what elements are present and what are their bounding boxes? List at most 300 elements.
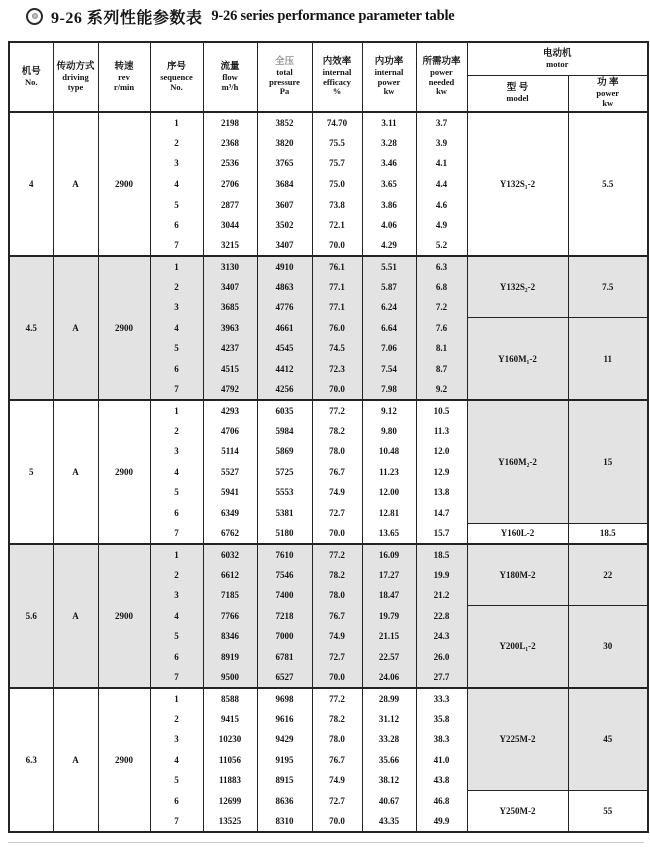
table-row — [9, 400, 648, 421]
cell-flow: 2706 — [203, 174, 257, 195]
cell-power-needed: 3.9 — [416, 133, 467, 154]
cell-pressure: 5869 — [257, 441, 312, 462]
cell-power-needed: 4.1 — [416, 153, 467, 174]
cell-efficacy: 77.1 — [312, 297, 362, 318]
cell-efficacy: 72.7 — [312, 647, 362, 668]
cell-power-needed: 15.7 — [416, 523, 467, 544]
cell-efficacy: 76.1 — [312, 256, 362, 277]
cell-sequence: 1 — [150, 688, 203, 709]
cell-fan-no: 5 — [9, 400, 53, 544]
motor-model-cell: Y160M₁-2 — [467, 318, 568, 400]
header-internal-efficacy — [312, 42, 362, 112]
cell-pressure: 4910 — [257, 256, 312, 277]
cell-power-needed: 41.0 — [416, 749, 467, 770]
cell-efficacy: 76.7 — [312, 462, 362, 483]
header-motor-power — [568, 75, 648, 112]
cell-fan-no: 6.3 — [9, 688, 53, 832]
header-internal-power-line: power — [377, 76, 401, 87]
cell-flow: 2877 — [203, 194, 257, 215]
cell-sequence: 3 — [150, 585, 203, 606]
cell-efficacy: 78.2 — [312, 420, 362, 441]
cell-efficacy: 78.0 — [312, 585, 362, 606]
cell-pressure: 3852 — [257, 112, 312, 133]
cell-flow: 6032 — [203, 544, 257, 565]
cell-sequence: 7 — [150, 379, 203, 400]
cell-power-needed: 21.2 — [416, 585, 467, 606]
cell-sequence: 5 — [150, 626, 203, 647]
cell-sequence: 5 — [150, 338, 203, 359]
cell-pressure: 4412 — [257, 359, 312, 380]
cell-internal-power: 21.15 — [362, 626, 416, 647]
param-table — [8, 41, 649, 833]
page-title-en: 9-26 series performance parameter table — [211, 7, 455, 24]
fan-block-4 — [9, 112, 648, 256]
cell-internal-power: 7.06 — [362, 338, 416, 359]
cell-internal-power: 7.98 — [362, 379, 416, 400]
cell-internal-power: 9.80 — [362, 420, 416, 441]
cell-power-needed: 18.5 — [416, 544, 467, 565]
cell-pressure: 9616 — [257, 708, 312, 729]
cell-flow: 4293 — [203, 400, 257, 421]
motor-power-cell: 45 — [568, 688, 648, 791]
header-total-pressure-line: 全压 — [274, 57, 294, 68]
cell-flow: 7766 — [203, 606, 257, 627]
cell-internal-power: 12.81 — [362, 503, 416, 524]
cell-pressure: 5381 — [257, 503, 312, 524]
cell-flow: 12699 — [203, 791, 257, 812]
cell-sequence: 5 — [150, 194, 203, 215]
cell-internal-power: 38.12 — [362, 770, 416, 791]
cell-efficacy: 78.2 — [312, 564, 362, 585]
cell-pressure: 5725 — [257, 462, 312, 483]
cell-pressure: 4863 — [257, 277, 312, 298]
fan-block-6.3 — [9, 688, 648, 832]
header-motor-model-line: 型 号 — [506, 83, 529, 93]
cell-internal-power: 4.29 — [362, 235, 416, 256]
cell-sequence: 4 — [150, 318, 203, 339]
motor-power-cell: 7.5 — [568, 256, 648, 318]
cell-efficacy: 77.2 — [312, 544, 362, 565]
cell-flow: 5114 — [203, 441, 257, 462]
header-power-needed-line: needed — [428, 76, 455, 87]
cell-pressure: 7610 — [257, 544, 312, 565]
cell-sequence: 5 — [150, 770, 203, 791]
cell-internal-power: 28.99 — [362, 688, 416, 709]
cell-power-needed: 27.7 — [416, 667, 467, 688]
page-title-zh: 9-26 系列性能参数表 — [51, 9, 203, 27]
cell-pressure: 7000 — [257, 626, 312, 647]
cell-efficacy: 78.0 — [312, 441, 362, 462]
bottom-rule — [8, 842, 644, 843]
cell-efficacy: 73.8 — [312, 194, 362, 215]
cell-internal-power: 6.64 — [362, 318, 416, 339]
cell-driving-type: A — [53, 688, 98, 832]
header-sequence-line: 序号 — [166, 62, 186, 72]
cell-internal-power: 19.79 — [362, 606, 416, 627]
cell-power-needed: 6.3 — [416, 256, 467, 277]
header-motor-line: 电动机 — [543, 48, 572, 59]
cell-sequence: 2 — [150, 420, 203, 441]
motor-model-cell: Y160L-2 — [467, 523, 568, 544]
cell-sequence: 1 — [150, 256, 203, 277]
header-total-pressure — [257, 42, 312, 112]
cell-pressure: 3765 — [257, 153, 312, 174]
header-speed-line: rev — [118, 72, 130, 82]
cell-flow: 6349 — [203, 503, 257, 524]
motor-model-cell: Y250M-2 — [467, 791, 568, 832]
cell-power-needed: 33.3 — [416, 688, 467, 709]
cell-efficacy: 74.9 — [312, 770, 362, 791]
cell-flow: 8346 — [203, 626, 257, 647]
header-power-needed — [416, 42, 467, 112]
table-row — [9, 544, 648, 565]
header-motor-power-line: 功 率 — [597, 78, 619, 89]
cell-power-needed: 46.8 — [416, 791, 467, 812]
cell-internal-power: 3.11 — [362, 112, 416, 133]
cell-efficacy: 75.5 — [312, 133, 362, 154]
cell-sequence: 2 — [150, 133, 203, 154]
header-no-line: 机号 — [21, 66, 41, 77]
cell-power-needed: 9.2 — [416, 379, 467, 400]
cell-flow: 4706 — [203, 420, 257, 441]
cell-power-needed: 4.6 — [416, 194, 467, 215]
header-no-line: No. — [24, 76, 38, 87]
header-total-pressure-line: total — [276, 67, 293, 78]
cell-pressure: 9195 — [257, 749, 312, 770]
cell-flow: 4792 — [203, 379, 257, 400]
header-internal-power-line: internal — [374, 67, 404, 78]
cell-sequence: 7 — [150, 523, 203, 544]
table-row — [9, 112, 648, 133]
header-no — [9, 42, 53, 112]
cell-flow: 13525 — [203, 811, 257, 832]
cell-pressure: 9698 — [257, 688, 312, 709]
cell-internal-power: 4.06 — [362, 215, 416, 236]
cell-pressure: 6035 — [257, 400, 312, 421]
cell-internal-power: 31.12 — [362, 708, 416, 729]
cell-power-needed: 6.8 — [416, 277, 467, 298]
cell-pressure: 5180 — [257, 523, 312, 544]
cell-power-needed: 4.9 — [416, 215, 467, 236]
cell-speed: 2900 — [98, 544, 150, 688]
cell-internal-power: 5.87 — [362, 277, 416, 298]
cell-sequence: 3 — [150, 297, 203, 318]
header-sequence-line: sequence — [160, 72, 193, 82]
cell-sequence: 3 — [150, 729, 203, 750]
cell-internal-power: 16.09 — [362, 544, 416, 565]
header-motor-power-line: power — [596, 88, 620, 99]
cell-power-needed: 19.9 — [416, 564, 467, 585]
cell-efficacy: 78.0 — [312, 729, 362, 750]
cell-efficacy: 74.70 — [312, 112, 362, 133]
header-total-pressure-line: pressure — [269, 76, 300, 87]
cell-internal-power: 3.46 — [362, 153, 416, 174]
header-motor-model-line: model — [506, 93, 529, 103]
cell-efficacy: 70.0 — [312, 235, 362, 256]
cell-sequence: 2 — [150, 564, 203, 585]
motor-power-cell: 5.5 — [568, 112, 648, 256]
cell-power-needed: 35.8 — [416, 708, 467, 729]
header-flow-line: m³/h — [221, 81, 239, 92]
cell-internal-power: 3.86 — [362, 194, 416, 215]
cell-sequence: 3 — [150, 441, 203, 462]
cell-efficacy: 77.2 — [312, 688, 362, 709]
cell-speed: 2900 — [98, 112, 150, 256]
motor-model-cell: Y200L₁-2 — [467, 606, 568, 688]
cell-sequence: 2 — [150, 277, 203, 298]
cell-flow: 9415 — [203, 708, 257, 729]
cell-sequence: 7 — [150, 667, 203, 688]
cell-power-needed: 7.2 — [416, 297, 467, 318]
cell-pressure: 7218 — [257, 606, 312, 627]
page-title — [26, 5, 455, 27]
cell-efficacy: 72.3 — [312, 359, 362, 380]
cell-sequence: 5 — [150, 482, 203, 503]
motor-power-cell: 15 — [568, 400, 648, 523]
header-internal-power-line: kw — [383, 86, 395, 97]
header-driving-type-line: type — [67, 81, 84, 92]
cell-internal-power: 43.35 — [362, 811, 416, 832]
header-internal-efficacy-line: efficacy — [323, 76, 351, 87]
cell-flow: 8588 — [203, 688, 257, 709]
cell-pressure: 8636 — [257, 791, 312, 812]
cell-pressure: 4776 — [257, 297, 312, 318]
cell-power-needed: 24.3 — [416, 626, 467, 647]
motor-power-cell: 11 — [568, 318, 648, 400]
cell-efficacy: 70.0 — [312, 379, 362, 400]
header-flow-line: 流量 — [220, 62, 240, 72]
header-sequence-line: No. — [170, 81, 183, 92]
cell-efficacy: 70.0 — [312, 811, 362, 832]
header-internal-efficacy-line: internal — [322, 67, 352, 78]
cell-power-needed: 3.7 — [416, 112, 467, 133]
cell-driving-type: A — [53, 112, 98, 256]
cell-power-needed: 4.4 — [416, 174, 467, 195]
cell-efficacy: 70.0 — [312, 667, 362, 688]
header-flow-line: flow — [222, 72, 238, 82]
cell-pressure: 3407 — [257, 235, 312, 256]
cell-pressure: 3607 — [257, 194, 312, 215]
cell-pressure: 5553 — [257, 482, 312, 503]
cell-sequence: 7 — [150, 235, 203, 256]
cell-power-needed: 49.9 — [416, 811, 467, 832]
cell-power-needed: 38.3 — [416, 729, 467, 750]
cell-flow: 6762 — [203, 523, 257, 544]
cell-efficacy: 72.7 — [312, 791, 362, 812]
cell-pressure: 8310 — [257, 811, 312, 832]
cell-driving-type: A — [53, 544, 98, 688]
cell-internal-power: 6.24 — [362, 297, 416, 318]
cell-pressure: 7546 — [257, 564, 312, 585]
cell-internal-power: 13.65 — [362, 523, 416, 544]
cell-internal-power: 12.00 — [362, 482, 416, 503]
header-power-needed-line: power — [430, 67, 453, 78]
cell-fan-no: 4.5 — [9, 256, 53, 400]
cell-flow: 3130 — [203, 256, 257, 277]
header-driving-type — [53, 42, 98, 112]
cell-power-needed: 12.9 — [416, 462, 467, 483]
cell-sequence: 4 — [150, 462, 203, 483]
cell-power-needed: 7.6 — [416, 318, 467, 339]
header-internal-power — [362, 42, 416, 112]
cell-pressure: 3502 — [257, 215, 312, 236]
cell-sequence: 1 — [150, 112, 203, 133]
cell-internal-power: 40.67 — [362, 791, 416, 812]
cell-efficacy: 77.2 — [312, 400, 362, 421]
cell-pressure: 7400 — [257, 585, 312, 606]
cell-internal-power: 5.51 — [362, 256, 416, 277]
cell-power-needed: 8.7 — [416, 359, 467, 380]
cell-internal-power: 22.57 — [362, 647, 416, 668]
cell-sequence: 4 — [150, 174, 203, 195]
motor-model-cell: Y225M-2 — [467, 688, 568, 791]
cell-efficacy: 76.0 — [312, 318, 362, 339]
cell-efficacy: 70.0 — [312, 523, 362, 544]
cell-efficacy: 77.1 — [312, 277, 362, 298]
cell-driving-type: A — [53, 400, 98, 544]
cell-power-needed: 43.8 — [416, 770, 467, 791]
header-power-needed-line: kw — [436, 86, 447, 97]
cell-efficacy: 74.9 — [312, 482, 362, 503]
header-internal-efficacy-line: 内效率 — [322, 57, 352, 68]
fan-block-4.5 — [9, 256, 648, 400]
cell-speed: 2900 — [98, 256, 150, 400]
cell-pressure: 4661 — [257, 318, 312, 339]
cell-flow: 3685 — [203, 297, 257, 318]
cell-flow: 5941 — [203, 482, 257, 503]
cell-fan-no: 5.6 — [9, 544, 53, 688]
double-circle-icon — [26, 8, 43, 25]
header-motor — [467, 42, 648, 75]
cell-power-needed: 5.2 — [416, 235, 467, 256]
cell-flow: 5527 — [203, 462, 257, 483]
cell-internal-power: 33.28 — [362, 729, 416, 750]
cell-pressure: 3684 — [257, 174, 312, 195]
cell-flow: 3044 — [203, 215, 257, 236]
cell-flow: 3963 — [203, 318, 257, 339]
header-driving-type-line: 传动方式 — [56, 62, 95, 72]
motor-power-cell: 55 — [568, 791, 648, 832]
cell-fan-no: 4 — [9, 112, 53, 256]
header-power-needed-line: 所需功率 — [422, 57, 461, 68]
cell-flow: 11056 — [203, 749, 257, 770]
cell-flow: 9500 — [203, 667, 257, 688]
motor-power-cell: 30 — [568, 606, 648, 688]
cell-sequence: 6 — [150, 215, 203, 236]
cell-efficacy: 76.7 — [312, 749, 362, 770]
cell-efficacy: 75.0 — [312, 174, 362, 195]
cell-internal-power: 17.27 — [362, 564, 416, 585]
header-motor-power-line: kw — [602, 97, 614, 108]
cell-efficacy: 76.7 — [312, 606, 362, 627]
motor-power-cell: 18.5 — [568, 523, 648, 544]
table-header — [9, 42, 648, 112]
motor-model-cell: Y180M-2 — [467, 544, 568, 606]
cell-sequence: 1 — [150, 544, 203, 565]
cell-pressure: 8915 — [257, 770, 312, 791]
header-internal-efficacy-line: % — [332, 86, 342, 97]
cell-sequence: 3 — [150, 153, 203, 174]
cell-internal-power: 3.65 — [362, 174, 416, 195]
cell-sequence: 4 — [150, 749, 203, 770]
cell-driving-type: A — [53, 256, 98, 400]
cell-internal-power: 7.54 — [362, 359, 416, 380]
cell-flow: 3215 — [203, 235, 257, 256]
cell-power-needed: 26.0 — [416, 647, 467, 668]
cell-efficacy: 72.1 — [312, 215, 362, 236]
cell-sequence: 1 — [150, 400, 203, 421]
cell-internal-power: 3.28 — [362, 133, 416, 154]
cell-efficacy: 78.2 — [312, 708, 362, 729]
header-motor-model — [467, 75, 568, 112]
cell-internal-power: 9.12 — [362, 400, 416, 421]
cell-sequence: 6 — [150, 791, 203, 812]
cell-pressure: 5984 — [257, 420, 312, 441]
table-row — [9, 688, 648, 709]
cell-efficacy: 74.5 — [312, 338, 362, 359]
cell-pressure: 6781 — [257, 647, 312, 668]
cell-sequence: 6 — [150, 647, 203, 668]
cell-pressure: 4256 — [257, 379, 312, 400]
fan-block-5.6 — [9, 544, 648, 688]
cell-flow: 3407 — [203, 277, 257, 298]
motor-model-cell: Y132S₂-2 — [467, 256, 568, 318]
cell-flow: 6612 — [203, 564, 257, 585]
header-flow — [203, 42, 257, 112]
cell-sequence: 6 — [150, 359, 203, 380]
cell-flow: 4515 — [203, 359, 257, 380]
header-sequence — [150, 42, 203, 112]
cell-speed: 2900 — [98, 688, 150, 832]
header-speed-line: 转速 — [114, 62, 134, 72]
cell-flow: 2368 — [203, 133, 257, 154]
cell-sequence: 7 — [150, 811, 203, 832]
cell-pressure: 9429 — [257, 729, 312, 750]
motor-power-cell: 22 — [568, 544, 648, 606]
cell-efficacy: 75.7 — [312, 153, 362, 174]
cell-efficacy: 72.7 — [312, 503, 362, 524]
cell-pressure: 4545 — [257, 338, 312, 359]
cell-power-needed: 11.3 — [416, 420, 467, 441]
table-row — [9, 256, 648, 277]
cell-speed: 2900 — [98, 400, 150, 544]
header-driving-type-line: driving — [62, 72, 89, 82]
cell-power-needed: 22.8 — [416, 606, 467, 627]
cell-power-needed: 12.0 — [416, 441, 467, 462]
cell-power-needed: 14.7 — [416, 503, 467, 524]
cell-internal-power: 24.06 — [362, 667, 416, 688]
cell-internal-power: 11.23 — [362, 462, 416, 483]
header-speed — [98, 42, 150, 112]
cell-flow: 4237 — [203, 338, 257, 359]
cell-flow: 2536 — [203, 153, 257, 174]
cell-flow: 11883 — [203, 770, 257, 791]
motor-model-cell: Y132S₁-2 — [467, 112, 568, 256]
cell-internal-power: 18.47 — [362, 585, 416, 606]
cell-efficacy: 74.9 — [312, 626, 362, 647]
header-total-pressure-line: Pa — [279, 86, 290, 97]
cell-sequence: 2 — [150, 708, 203, 729]
header-speed-line: r/min — [113, 81, 135, 92]
cell-pressure: 3820 — [257, 133, 312, 154]
cell-internal-power: 10.48 — [362, 441, 416, 462]
cell-power-needed: 10.5 — [416, 400, 467, 421]
header-motor-line: motor — [546, 58, 569, 69]
cell-internal-power: 35.66 — [362, 749, 416, 770]
cell-pressure: 6527 — [257, 667, 312, 688]
cell-power-needed: 8.1 — [416, 338, 467, 359]
cell-sequence: 4 — [150, 606, 203, 627]
